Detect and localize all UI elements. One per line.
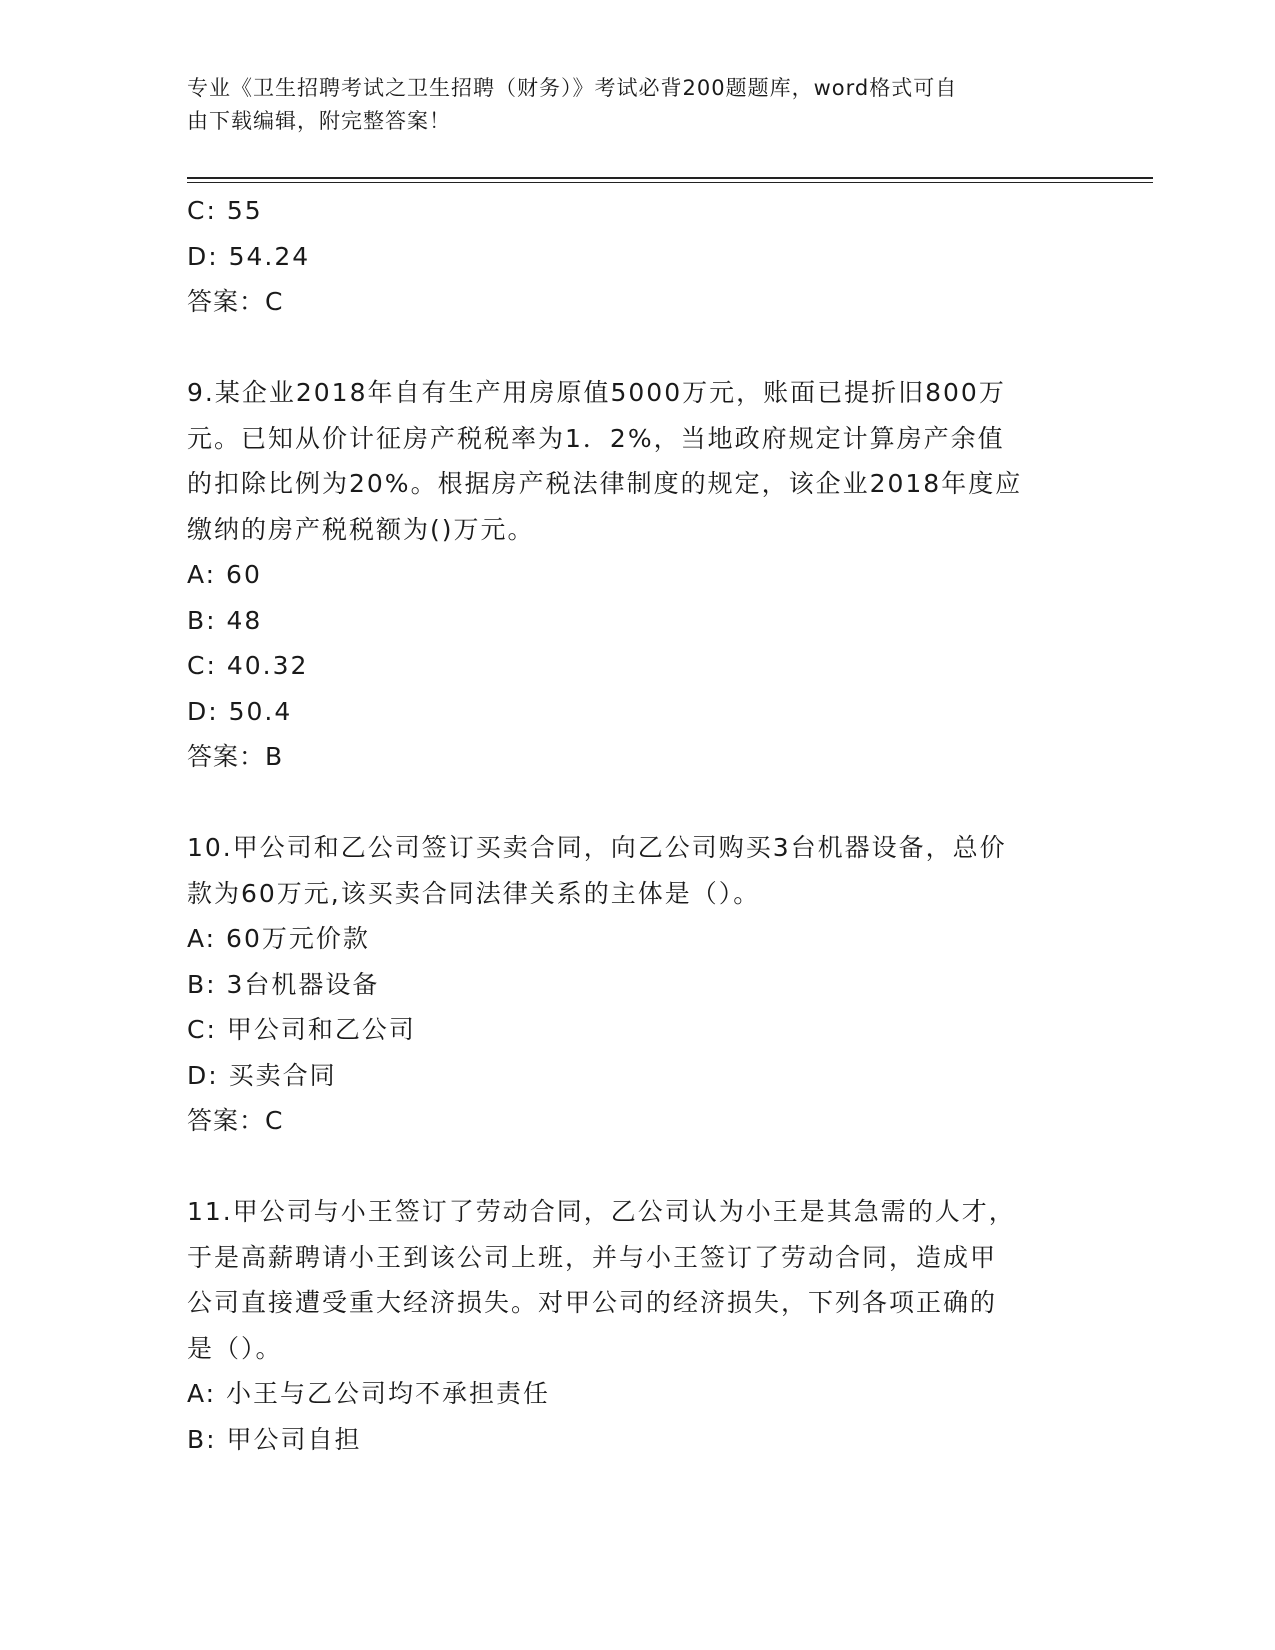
option-a: A: 60 [187,560,262,589]
header-line-2: 由下载编辑，附完整答案！ [187,109,451,133]
spacer [187,780,1087,826]
option-b: B: 48 [187,605,263,635]
option-c: C: 55 [187,196,263,225]
document-header [187,72,1067,138]
option-b: B: 甲公司自担 [187,1424,362,1454]
question-text-line: 11.甲公司与小王签订了劳动合同，乙公司认为小王是其急需的人才， [187,1197,1016,1226]
spacer [187,1144,1087,1190]
header-divider-thin [187,182,1153,183]
question-text-line: 于是高薪聘请小王到该公司上班，并与小王签订了劳动合同，造成甲 [187,1242,998,1272]
question-text-line: 的扣除比例为20%。根据房产税法律制度的规定，该企业2018年度应 [187,469,1023,498]
option-a: A: 60万元价款 [187,924,370,953]
question-text-line: 9.某企业2018年自有生产用房原值5000万元，账面已提折旧800万 [187,378,1006,407]
question-8-continued [187,188,1087,325]
question-11 [187,1189,1087,1462]
option-d: D: 54.24 [187,241,311,271]
answer-line: 答案：C [187,1106,284,1135]
question-text-line: 公司直接遭受重大经济损失。对甲公司的经济损失，下列各项正确的 [187,1288,998,1317]
option-b: B: 3台机器设备 [187,969,380,999]
option-a: A: 小王与乙公司均不承担责任 [187,1379,551,1408]
answer-line: 答案：B [187,742,284,771]
document-body [187,188,1087,1462]
header-line-1: 专业《卫生招聘考试之卫生招聘（财务）》考试必背200题题库，word格式可自 [187,76,958,100]
question-text-line: 款为60万元,该买卖合同法律关系的主体是（）。 [187,878,761,908]
header-divider-thick [187,177,1153,179]
question-text-line: 是（）。 [187,1333,283,1363]
option-c: C: 甲公司和乙公司 [187,1015,416,1044]
spacer [187,325,1087,371]
question-10 [187,825,1087,1144]
option-c: C: 40.32 [187,651,309,680]
answer-line: 答案：C [187,287,284,316]
option-d: D: 买卖合同 [187,1060,337,1090]
question-text-line: 缴纳的房产税税额为()万元。 [187,514,535,544]
question-text-line: 10.甲公司和乙公司签订买卖合同，向乙公司购买3台机器设备，总价 [187,833,1007,862]
question-text-line: 元。已知从价计征房产税税率为1．2%，当地政府规定计算房产余值 [187,423,1005,453]
question-9 [187,370,1087,780]
option-d: D: 50.4 [187,696,293,726]
